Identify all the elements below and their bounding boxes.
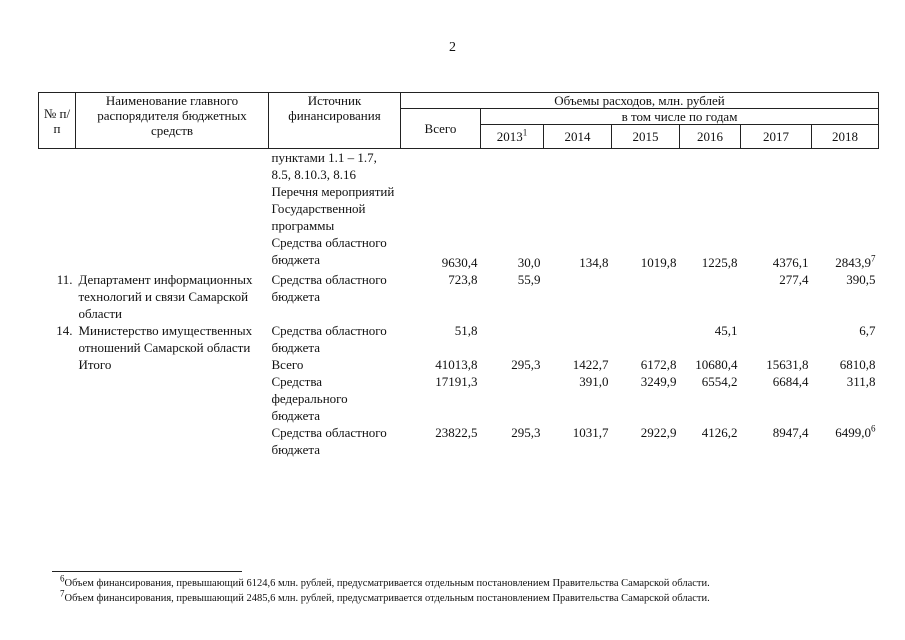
footnotes	[60, 573, 710, 606]
header-volumes: Объемы расходов, млн. рублей	[401, 93, 879, 109]
source-cell: Средства областного бюджета	[271, 425, 387, 457]
value-cell: 17191,3	[435, 374, 478, 389]
header-num: № п/п	[39, 93, 76, 149]
value-cell: 8947,4	[772, 425, 809, 440]
value-cell: 3249,9	[640, 374, 677, 389]
header-by-years: в том числе по годам	[481, 109, 879, 125]
total-label: Итого	[78, 357, 112, 372]
value-cell: 2922,9	[640, 425, 677, 440]
source-cell: Всего	[271, 357, 304, 372]
header-year-2013: 2013$^1$	[481, 125, 544, 149]
header-year-2018: 2018	[812, 125, 879, 149]
value-cell: 391,0	[579, 374, 609, 389]
row-num: 14.	[56, 323, 73, 338]
source-cell: Средства областного бюджета	[271, 272, 387, 304]
budget-table	[38, 92, 879, 458]
header-name: Наименование главного распорядителя бюджетных средств	[76, 93, 269, 149]
total-row	[39, 424, 879, 458]
value-cell: 1031,7	[572, 425, 609, 440]
value-cell	[680, 271, 741, 322]
value-cell: 30,0	[517, 255, 541, 270]
value-cell: 295,3	[511, 357, 541, 372]
source-text: Средства областного бюджета	[271, 235, 387, 267]
header-year-2015: 2015	[612, 125, 680, 149]
value-cell: 295,3	[511, 425, 541, 440]
value-cell: 390,5	[846, 272, 876, 287]
footnote-divider	[52, 571, 242, 572]
value-cell: 723,8	[448, 272, 478, 287]
value-cell: 311,8	[846, 374, 876, 389]
value-cell: 41013,8	[435, 357, 478, 372]
table-row	[39, 149, 879, 272]
value-cell: 6684,4	[772, 374, 809, 389]
value-cell: 9630,4	[441, 255, 478, 270]
value-cell: 6499,0$^6$	[835, 423, 876, 440]
value-cell: 4126,2	[701, 425, 738, 440]
value-cell	[481, 373, 544, 424]
header-source: Источник финансирования	[269, 93, 401, 149]
total-row	[39, 356, 879, 373]
header-year-2016: 2016	[680, 125, 741, 149]
value-cell	[741, 322, 812, 356]
value-cell: 277,4	[779, 272, 809, 287]
value-cell: 134,8	[579, 255, 609, 270]
value-cell	[612, 271, 680, 322]
value-cell: 1019,8	[640, 255, 677, 270]
row-name: Министерство имущественных отношений Самарской области	[78, 323, 253, 355]
value-cell: 6554,2	[701, 374, 738, 389]
value-cell: 10680,4	[695, 357, 738, 372]
value-cell: 15631,8	[766, 357, 809, 372]
value-cell: 55,9	[517, 272, 541, 287]
source-text: пунктами 1.1 – 1.7, 8.5, 8.10.3, 8.16 Перечня мероприятий Государственной программы	[271, 150, 395, 233]
value-cell: 6,7	[859, 323, 876, 338]
header-year-2017: 2017	[741, 125, 812, 149]
total-row	[39, 373, 879, 424]
source-cell	[269, 149, 401, 272]
value-cell	[612, 322, 680, 356]
value-cell: 2843,9$^7$	[835, 253, 876, 270]
footnote: $^7$Объем финансирования, превышающий 2485,6 млн. рублей, предусматривается отдельным постановлением Правительства Самарской области.	[60, 588, 710, 604]
page-number: 2	[449, 40, 456, 55]
value-cell: 23822,5	[435, 425, 478, 440]
value-cell: 45,1	[714, 323, 738, 338]
value-cell	[481, 322, 544, 356]
table-header	[39, 93, 879, 149]
value-cell	[544, 271, 612, 322]
value-cell: 4376,1	[772, 255, 809, 270]
footnote: $^6$Объем финансирования, превышающий 6124,6 млн. рублей, предусматривается отдельным постановлением Правительства Самарской области.	[60, 573, 710, 589]
value-cell: 1225,8	[701, 255, 738, 270]
value-cell: 6172,8	[640, 357, 677, 372]
table-row	[39, 322, 879, 356]
table-row	[39, 271, 879, 322]
value-cell: 6810,8	[839, 357, 876, 372]
value-cell	[544, 322, 612, 356]
value-cell: 51,8	[454, 323, 478, 338]
row-name: Департамент информационных технологий и связи Самарской области	[78, 272, 253, 321]
source-cell: Средства областного бюджета	[271, 323, 387, 355]
header-year-2014: 2014	[544, 125, 612, 149]
source-cell: Средства федерального бюджета	[271, 374, 348, 423]
header-total: Всего	[401, 109, 481, 149]
value-cell: 1422,7	[572, 357, 609, 372]
row-num: 11.	[56, 272, 73, 287]
